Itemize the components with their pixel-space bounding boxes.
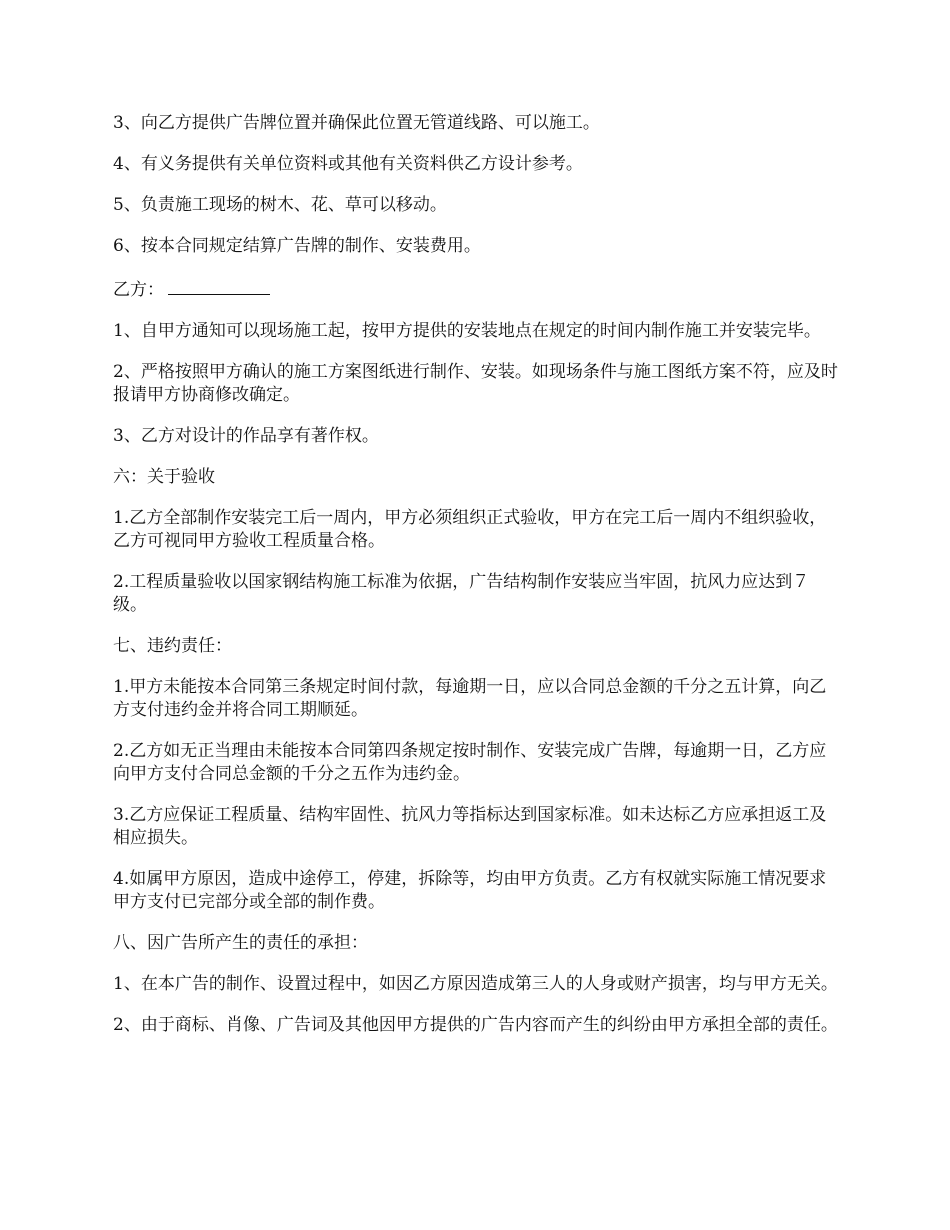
clause-b2: 2、严格按照甲方确认的施工方案图纸进行制作、安装。如现场条件与施工图纸方案不符，应及时报请甲方协商修改确定。 <box>113 362 838 405</box>
section-six-heading: 六：关于验收 <box>113 467 215 487</box>
clause-a4: 4、有义务提供有关单位资料或其他有关资料供乙方设计参考。 <box>113 154 583 174</box>
clause-a6: 6、按本合同规定结算广告牌的制作、安装费用。 <box>113 236 481 256</box>
breach-clause-3: 3.乙方应保证工程质量、结构牢固性、抗风力等指标达到国家标准。如未达标乙方应承担返工及相应损失。 <box>113 805 827 848</box>
party-b-label: 乙方： <box>113 280 164 300</box>
clause-a5: 5、负责施工现场的树木、花、草可以移动。 <box>113 195 447 215</box>
document-body <box>113 112 843 1055</box>
acceptance-clause-1: 1.乙方全部制作安装完工后一周内，甲方必须组织正式验收，甲方在完工后一周内不组织验收，乙方可视同甲方验收工程质量合格。 <box>113 508 827 551</box>
clause-b1: 1、自甲方通知可以现场施工起，按甲方提供的安装地点在规定的时间内制作施工并安装完毕。 <box>113 321 821 341</box>
breach-clause-4: 4.如属甲方原因，造成中途停工，停建，拆除等，均由甲方负责。乙方有权就实际施工情况要求甲方支付已完部分或全部的制作费。 <box>113 869 827 912</box>
section-seven-heading: 七、违约责任： <box>113 636 232 656</box>
clause-a3: 3、向乙方提供广告牌位置并确保此位置无管道线路、可以施工。 <box>113 113 600 133</box>
party-b-blank-line <box>168 276 270 295</box>
party-b-heading <box>113 276 843 302</box>
acceptance-clause-2: 2.工程质量验收以国家钢结构施工标准为依据，广告结构制作安装应当牢固，抗风力应达到７级。 <box>113 572 810 615</box>
clause-b3: 3、乙方对设计的作品享有著作权。 <box>113 426 379 446</box>
breach-clause-2: 2.乙方如无正当理由未能按本合同第四条规定按时制作、安装完成广告牌，每逾期一日，乙方应向甲方支付合同总金额的千分之五作为违约金。 <box>113 741 827 784</box>
breach-clause-1: 1.甲方未能按本合同第三条规定时间付款，每逾期一日，应以合同总金额的千分之五计算，向乙方支付违约金并将合同工期顺延。 <box>113 677 827 720</box>
liability-clause-1: 1、在本广告的制作、设置过程中，如因乙方原因造成第三人的人身或财产损害，均与甲方无关。 <box>113 974 838 994</box>
section-eight-heading: 八、因广告所产生的责任的承担： <box>113 933 368 953</box>
liability-clause-2: 2、由于商标、肖像、广告词及其他因甲方提供的广告内容而产生的纠纷由甲方承担全部的责任。 <box>113 1015 838 1035</box>
